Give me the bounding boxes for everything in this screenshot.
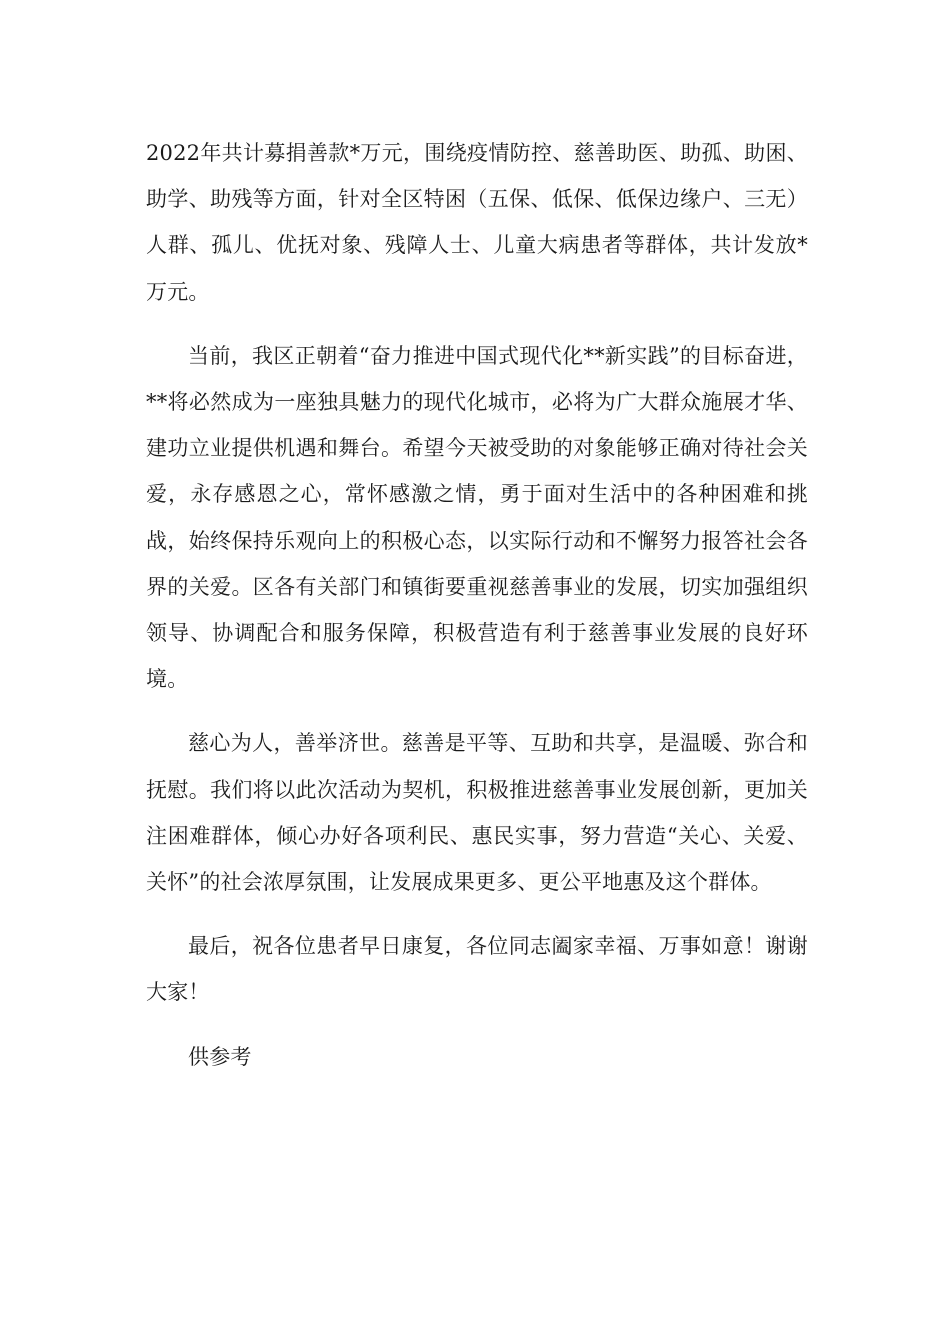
paragraph-donation-summary: 2022年共计募捐善款*万元，围绕疫情防控、慈善助医、助孤、助困、助学、助残等方面，针对全区特困（五保、低保、低保边缘户、三无）人群、孤儿、优抚对象、残障人士、儿童大病患者等群体，共计发放*万元。: [146, 141, 808, 304]
document-body: [146, 130, 808, 1098]
reference-note: 供参考: [188, 1044, 252, 1069]
paragraph-closing-wishes: 最后，祝各位患者早日康复，各位同志阖家幸福、万事如意！谢谢大家！: [146, 934, 808, 1005]
paragraph-charity-spirit: 慈心为人，善举济世。慈善是平等、互助和共享，是温暖、弥合和抚慰。我们将以此次活动为契机，积极推进慈善事业发展创新，更加关注困难群体，倾心办好各项利民、惠民实事，努力营造“关心、关爱、关怀”的社会浓厚氛围，让发展成果更多、更公平地惠及这个群体。: [146, 731, 808, 895]
paragraph-current-progress: 当前，我区正朝着“奋力推进中国式现代化**新实践”的目标奋进，**将必然成为一座独具魅力的现代化城市，必将为广大群众施展才华、建功立业提供机遇和舞台。希望今天被受助的对象能够正确对待社会关爱，永存感恩之心，常怀感激之情，勇于面对生活中的各种困难和挑战，始终保持乐观向上的积极心态，以实际行动和不懈努力报答社会各界的关爱。区各有关部门和镇街要重视慈善事业的发展，切实加强组织领导、协调配合和服务保障，积极营造有利于慈善事业发展的良好环境。: [146, 343, 808, 692]
